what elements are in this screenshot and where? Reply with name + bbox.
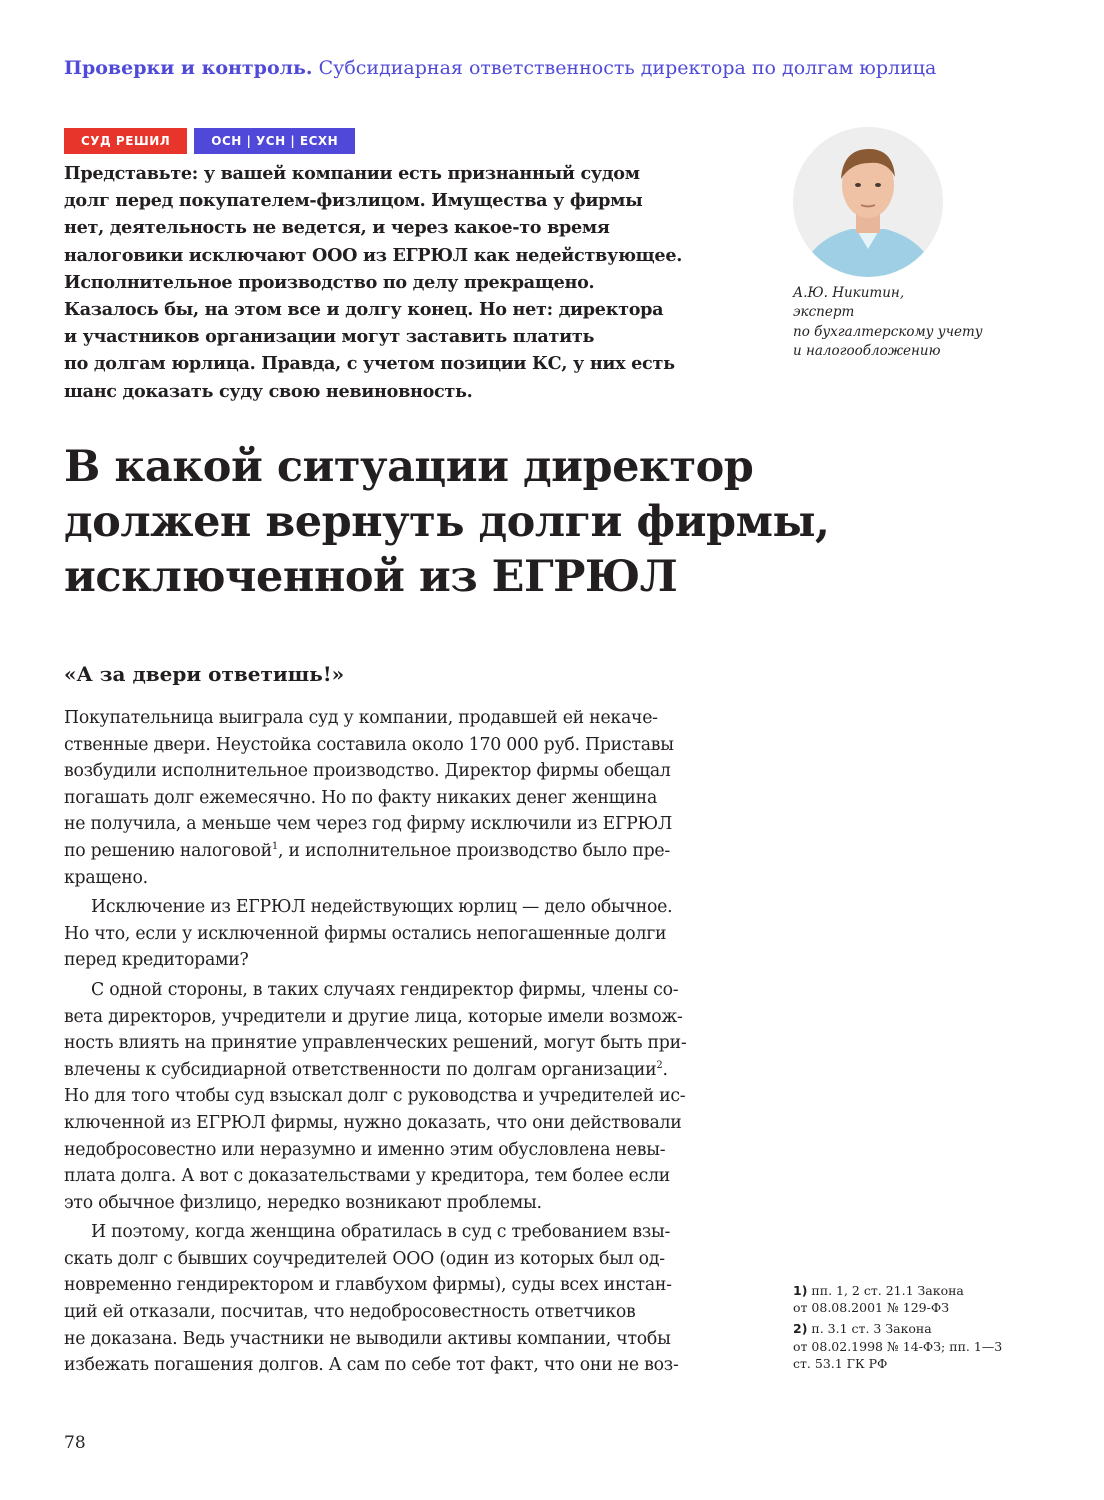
footnote-text: п. 3.1 ст. 3 Закона xyxy=(811,1321,932,1337)
body-line: избежать погашения долгов. А сам по себе тот факт, что они не воз- xyxy=(64,1355,679,1376)
footnote-ref-2[interactable]: 2 xyxy=(656,1059,663,1071)
lead-line: Казалось бы, на этом все и долгу конец. Но нет: директора xyxy=(64,299,664,321)
tag-row xyxy=(64,128,355,154)
footnote-text: пп. 1, 2 ст. 21.1 Закона xyxy=(811,1283,964,1298)
footnote-line: от 08.02.1998 № 14-ФЗ; пп. 1—3 xyxy=(793,1338,1003,1354)
body-line: ций ей отказали, посчитав, что недобросовестность ответчиков xyxy=(64,1302,636,1323)
footnote-2 xyxy=(793,1320,1053,1372)
body-line: И поэтому, когда женщина обратилась в суд с требованием взы- xyxy=(91,1222,671,1243)
body-line xyxy=(64,838,754,865)
body-line: возбудили исполнительное производство. Директор фирмы обещал xyxy=(64,761,671,782)
lead-paragraph xyxy=(64,160,754,405)
body-line-text: влечены к субсидиарной ответственности по долгам организации xyxy=(64,1059,657,1080)
lead-line: налоговики исключают ООО из ЕГРЮЛ как недействующее. xyxy=(64,244,683,266)
footnote-ref-1[interactable]: 1 xyxy=(271,841,279,853)
body-line: погашать долг ежемесячно. Но по факту никаких денег женщина xyxy=(64,787,658,808)
tag-tax-regimes: ОСН | УСН | ЕСХН xyxy=(194,128,355,154)
footnote-line xyxy=(793,1282,1053,1299)
author-photo xyxy=(793,127,943,277)
body-line: не получила, а меньше чем через год фирму исключили из ЕГРЮЛ xyxy=(64,814,673,835)
footnotes xyxy=(793,1282,1053,1376)
body-line: недобросовестно или неразумно и именно этим обусловлена невы- xyxy=(64,1139,666,1160)
author-caption xyxy=(793,284,1053,362)
body-line: это обычное физлицо, нередко возникают проблемы. xyxy=(64,1192,542,1213)
body-line: ность влиять на принятие управленческих решений, могут быть при- xyxy=(64,1033,687,1054)
body-line-text: по решению налоговой xyxy=(64,840,272,861)
lead-line: Исполнительное производство по делу прекращено. xyxy=(64,271,595,293)
running-head-topic: Субсидиарная ответственность директора по долгам юрлица xyxy=(318,57,937,79)
body-line-text: , и исполнительное производство было пре- xyxy=(278,840,670,861)
author-portrait-illustration xyxy=(793,127,943,277)
headline-line: исключенной из ЕГРЮЛ xyxy=(64,552,678,602)
body-line: ственные двери. Неустойка составила около 170 000 руб. Приставы xyxy=(64,734,674,755)
footnote-1 xyxy=(793,1282,1053,1316)
body-line: не доказана. Ведь участники не выводили активы компании, чтобы xyxy=(64,1328,671,1349)
body-line: Но что, если у исключенной фирмы остались непогашенные долги xyxy=(64,923,667,944)
body-line: Исключение из ЕГРЮЛ недействующих юрлиц — дело обычное. xyxy=(91,897,673,918)
author-role-line: по бухгалтерскому учету xyxy=(793,323,983,340)
author-role-line: эксперт xyxy=(793,304,855,321)
body-line-text: . xyxy=(662,1059,668,1080)
headline-line: должен вернуть долги фирмы, xyxy=(64,497,830,547)
body-line: Но для того чтобы суд взыскал долг с руководства и учредителей ис- xyxy=(64,1086,686,1107)
lead-line: нет, деятельность не ведется, и через какое-то время xyxy=(64,217,610,239)
lead-line: Представьте: у вашей компании есть признанный судом xyxy=(64,163,640,184)
footnote-number: 1) xyxy=(793,1283,808,1298)
body-line: ключенной из ЕГРЮЛ фирмы, нужно доказать, что они действовали xyxy=(64,1112,682,1133)
body-line: вета директоров, учредители и другие лица, которые имели возмож- xyxy=(64,1006,683,1027)
author-name: А.Ю. Никитин, xyxy=(793,285,905,301)
body-line: Покупательница выиграла суд у компании, продавшей ей некаче- xyxy=(64,708,658,728)
headline-line: В какой ситуации директор xyxy=(64,442,754,492)
body-line xyxy=(64,1057,754,1084)
footnote-line xyxy=(793,1320,1053,1337)
tag-court-decided: СУД РЕШИЛ xyxy=(64,128,187,154)
article-headline xyxy=(64,440,964,605)
body-line: перед кредиторами? xyxy=(64,950,249,971)
author-role-line: и налогообложению xyxy=(793,343,941,360)
running-head-section: Проверки и контроль. xyxy=(64,57,313,79)
lead-line: и участников организации могут заставить платить xyxy=(64,326,595,348)
body-line: С одной стороны, в таких случаях гендиректор фирмы, члены со- xyxy=(91,979,679,1000)
body-line: новременно гендиректором и главбухом фирмы), суды всех инстан- xyxy=(64,1275,672,1296)
footnote-line: ст. 53.1 ГК РФ xyxy=(793,1355,888,1371)
lead-line: шанс доказать суду свою невиновность. xyxy=(64,380,473,402)
footnote-number: 2) xyxy=(793,1321,808,1337)
body-line: скать долг с бывших соучредителей ООО (один из которых был од- xyxy=(64,1248,665,1269)
page-number: 78 xyxy=(64,1433,86,1453)
section-subhead: «А за двери ответишь!» xyxy=(64,662,345,686)
body-line: кращено. xyxy=(64,867,148,888)
article-body xyxy=(64,705,754,1379)
body-line: плата долга. А вот с доказательствами у кредитора, тем более если xyxy=(64,1166,671,1187)
running-head xyxy=(64,54,1044,82)
lead-line: по долгам юрлица. Правда, с учетом позиции КС, у них есть xyxy=(64,353,675,375)
footnote-line: от 08.08.2001 № 129-ФЗ xyxy=(793,1300,950,1316)
lead-line: долг перед покупателем-физлицом. Имущества у фирмы xyxy=(64,190,643,212)
